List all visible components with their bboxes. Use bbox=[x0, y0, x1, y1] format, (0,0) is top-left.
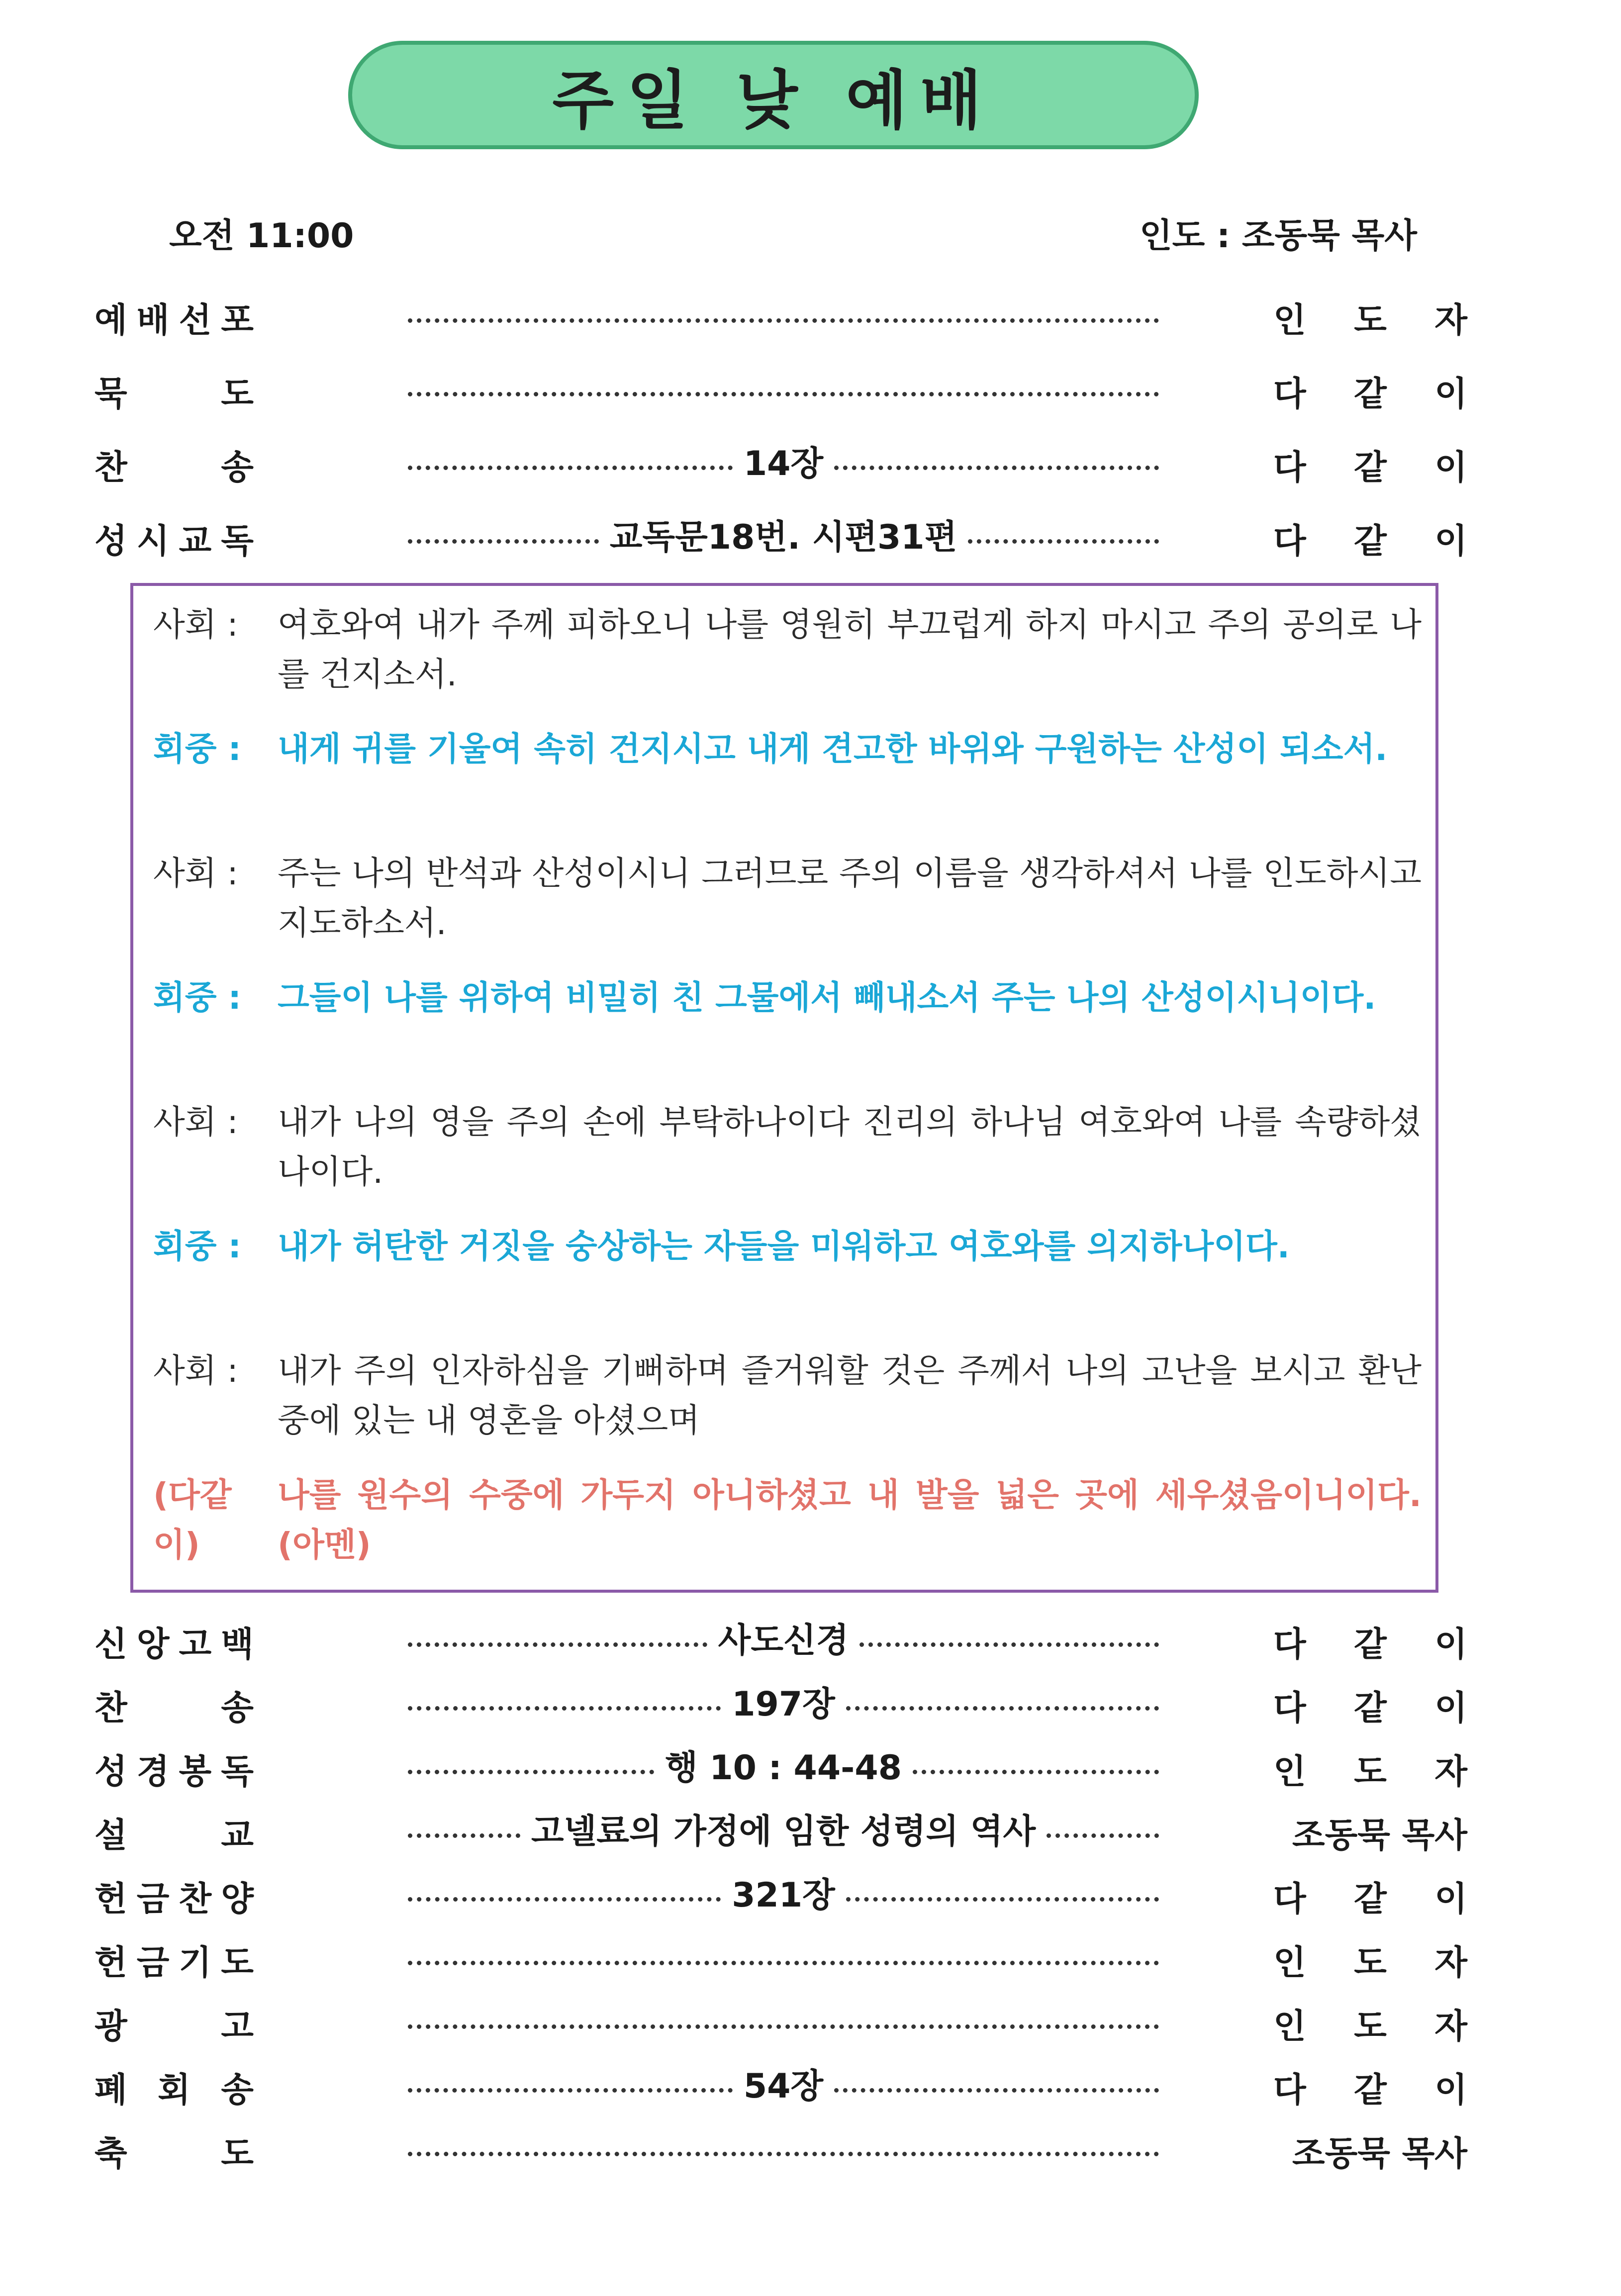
order-label-char: 도 bbox=[221, 2134, 254, 2174]
reading-leader bbox=[153, 849, 1422, 948]
order-participant-char: 도 bbox=[1354, 301, 1387, 340]
order-participant-char: 다 bbox=[1273, 375, 1306, 414]
order-label-char: 도 bbox=[221, 1943, 254, 1983]
order-label bbox=[95, 1872, 254, 1920]
order-participant bbox=[1273, 293, 1467, 342]
order-participant-char: 다 bbox=[1273, 448, 1306, 487]
order-label-char: 금 bbox=[136, 1943, 170, 1983]
order-item: 교독문18번. 시편31편 bbox=[609, 517, 957, 557]
order-label bbox=[95, 1745, 254, 1793]
order-participant-char: 다 bbox=[1273, 1689, 1306, 1728]
order-label-char: 고 bbox=[179, 1625, 212, 1664]
dot-leader bbox=[846, 1897, 1159, 1902]
dot-leader bbox=[408, 2088, 733, 2093]
order-participant-char: 도 bbox=[1354, 2007, 1387, 2046]
order-participant-char: 같 bbox=[1354, 448, 1387, 487]
order-label-char: 성 bbox=[95, 522, 127, 561]
reading-speaker: 회중 : bbox=[153, 1227, 241, 1265]
order-participant-char: 이 bbox=[1434, 448, 1467, 487]
order-label bbox=[95, 1681, 254, 1729]
order-label-char: 독 bbox=[221, 522, 254, 561]
order-label-char: 독 bbox=[221, 1752, 254, 1792]
reading-text: 그들이 나를 위하여 비밀히 친 그물에서 빼내소서 주는 나의 산성이시니이다. bbox=[278, 978, 1376, 1017]
order-participant-char: 인 bbox=[1273, 1752, 1306, 1792]
order-label-char: 배 bbox=[136, 301, 170, 340]
reading-speaker: 사회 : bbox=[153, 854, 238, 892]
order-item: 197장 bbox=[732, 1684, 835, 1724]
order-label bbox=[95, 441, 254, 489]
order-label-char: 봉 bbox=[179, 1752, 212, 1792]
reading-congregation bbox=[153, 973, 1422, 1023]
order-participant-char: 조동묵 목사 bbox=[1292, 2134, 1467, 2174]
reading-text: 나를 원수의 수중에 가두지 아니하셨고 내 발을 넓은 곳에 세우셨음이니이다. (아멘) bbox=[278, 1476, 1422, 1564]
order-item: 사도신경 bbox=[718, 1621, 849, 1660]
dot-leader bbox=[408, 1897, 721, 1902]
order-label-char: 묵 bbox=[95, 375, 127, 414]
order-label-char: 선 bbox=[179, 301, 212, 340]
order-leader-line bbox=[403, 1745, 1164, 1788]
order-participant-char: 자 bbox=[1434, 2007, 1467, 2046]
order-participant bbox=[1273, 1936, 1467, 1984]
reading-speaker: (다같이) bbox=[153, 1476, 232, 1564]
order-item: 행 10 : 44-48 bbox=[665, 1748, 902, 1788]
reading-leader bbox=[153, 1097, 1422, 1197]
order-label-char: 성 bbox=[95, 1752, 127, 1792]
reading-text: 내가 주의 인자하심을 기뻐하며 즐거워할 것은 주께서 나의 고난을 보시고 환난 중에 있는 내 영혼을 아셨으며 bbox=[278, 1351, 1422, 1439]
order-row bbox=[0, 1681, 1621, 1736]
order-row bbox=[0, 1745, 1621, 1800]
order-item: 고넬료의 가정에 임한 성령의 역사 bbox=[531, 1812, 1036, 1851]
order-item: 14장 bbox=[743, 444, 824, 483]
order-participant bbox=[1273, 1618, 1467, 1666]
order-label bbox=[95, 2000, 254, 2048]
order-participant-char: 이 bbox=[1434, 375, 1467, 414]
dot-leader bbox=[408, 539, 599, 544]
reading-speaker: 회중 : bbox=[153, 730, 241, 768]
order-row bbox=[0, 2000, 1621, 2054]
order-row bbox=[0, 1618, 1621, 1672]
order-label-char: 시 bbox=[136, 522, 170, 561]
order-participant-char: 도 bbox=[1354, 1752, 1387, 1792]
order-label-char: 폐 bbox=[95, 2071, 127, 2110]
order-participant bbox=[1273, 367, 1467, 415]
order-participant-char: 인 bbox=[1273, 301, 1306, 340]
order-label bbox=[95, 1809, 254, 1857]
order-participant bbox=[1273, 514, 1467, 563]
order-participant-char: 이 bbox=[1434, 1689, 1467, 1728]
order-label-char: 회 bbox=[158, 2071, 191, 2110]
order-leader-line bbox=[403, 1936, 1164, 1976]
responsive-reading-box bbox=[130, 583, 1438, 1593]
order-participant-char: 같 bbox=[1354, 375, 1387, 414]
order-leader-line bbox=[403, 2127, 1164, 2167]
dot-leader bbox=[859, 1642, 1159, 1647]
order-row bbox=[0, 2063, 1621, 2118]
dot-leader bbox=[408, 1833, 520, 1838]
order-label-char: 앙 bbox=[136, 1625, 170, 1664]
order-participant-char: 이 bbox=[1434, 1625, 1467, 1664]
order-participant-char: 인 bbox=[1273, 1943, 1306, 1983]
reading-speaker: 사회 : bbox=[153, 605, 238, 644]
order-row bbox=[0, 293, 1621, 348]
order-item: 321장 bbox=[732, 1875, 835, 1915]
order-label-char: 신 bbox=[95, 1625, 127, 1664]
order-row bbox=[0, 1809, 1621, 1863]
order-leader-line bbox=[403, 514, 1164, 557]
order-leader-line bbox=[403, 293, 1164, 333]
order-row bbox=[0, 367, 1621, 422]
order-label bbox=[95, 367, 254, 415]
order-label-char: 양 bbox=[221, 1880, 254, 1919]
reading-text: 내가 나의 영을 주의 손에 부탁하나이다 진리의 하나님 여호와여 나를 속량하셨나이다. bbox=[278, 1103, 1422, 1191]
dot-leader bbox=[408, 392, 1159, 396]
order-row bbox=[0, 514, 1621, 569]
order-label-char: 포 bbox=[221, 301, 254, 340]
order-participant bbox=[1273, 2127, 1467, 2175]
order-leader-line bbox=[403, 1872, 1164, 1915]
reading-leader bbox=[153, 1346, 1422, 1445]
order-participant-char: 다 bbox=[1273, 2071, 1306, 2110]
order-label-char: 금 bbox=[136, 1880, 170, 1919]
order-participant bbox=[1273, 1872, 1467, 1920]
dot-leader bbox=[408, 1961, 1159, 1965]
order-label-char: 축 bbox=[95, 2134, 127, 2174]
order-participant bbox=[1273, 2063, 1467, 2111]
dot-leader bbox=[408, 466, 733, 470]
order-label-char: 헌 bbox=[95, 1880, 127, 1919]
order-label-char: 설 bbox=[95, 1816, 127, 1855]
order-label bbox=[95, 514, 254, 563]
order-participant-char: 이 bbox=[1434, 522, 1467, 561]
order-label-char: 예 bbox=[95, 301, 127, 340]
order-participant bbox=[1273, 1809, 1467, 1857]
order-label-char: 찬 bbox=[95, 448, 127, 487]
order-label-char: 백 bbox=[221, 1625, 254, 1664]
order-label bbox=[95, 293, 254, 342]
order-leader-line bbox=[403, 1681, 1164, 1724]
order-participant-char: 같 bbox=[1354, 1689, 1387, 1728]
reading-speaker: 사회 : bbox=[153, 1351, 238, 1390]
order-participant-char: 인 bbox=[1273, 2007, 1306, 2046]
order-participant-char: 다 bbox=[1273, 1625, 1306, 1664]
service-time: 오전 11:00 bbox=[169, 216, 354, 256]
order-label-char: 헌 bbox=[95, 1943, 127, 1983]
order-leader-line bbox=[403, 441, 1164, 483]
order-label-char: 교 bbox=[221, 1816, 254, 1855]
reading-text: 주는 나의 반석과 산성이시니 그러므로 주의 이름을 생각하셔서 나를 인도하시고 지도하소서. bbox=[278, 854, 1422, 942]
order-participant bbox=[1273, 1745, 1467, 1793]
order-leader-line bbox=[403, 1618, 1164, 1660]
order-label-char: 찬 bbox=[95, 1689, 127, 1728]
reading-speaker: 회중 : bbox=[153, 978, 241, 1017]
order-label-char: 고 bbox=[221, 2007, 254, 2046]
order-participant-char: 자 bbox=[1434, 1752, 1467, 1792]
order-label-char: 기 bbox=[179, 1943, 212, 1983]
service-title: 주일 낮 예배 bbox=[552, 64, 995, 138]
dot-leader bbox=[913, 1770, 1159, 1774]
order-participant bbox=[1273, 441, 1467, 489]
order-participant-char: 같 bbox=[1354, 1880, 1387, 1919]
order-label bbox=[95, 2127, 254, 2175]
reading-text: 내가 허탄한 거짓을 숭상하는 자들을 미워하고 여호와를 의지하나이다. bbox=[278, 1227, 1290, 1265]
order-label-char: 교 bbox=[179, 522, 212, 561]
order-participant-char: 이 bbox=[1434, 1880, 1467, 1919]
dot-leader bbox=[408, 2024, 1159, 2029]
order-participant-char: 도 bbox=[1354, 1943, 1387, 1983]
order-participant-char: 자 bbox=[1434, 1943, 1467, 1983]
order-leader-line bbox=[403, 2063, 1164, 2106]
reading-leader bbox=[153, 600, 1422, 699]
order-item: 54장 bbox=[743, 2066, 824, 2106]
reading-all bbox=[153, 1470, 1422, 1570]
reading-congregation bbox=[153, 1222, 1422, 1271]
order-label-char: 송 bbox=[221, 2071, 254, 2110]
order-label bbox=[95, 1936, 254, 1984]
order-participant-char: 다 bbox=[1273, 1880, 1306, 1919]
order-participant-char: 다 bbox=[1273, 522, 1306, 561]
order-participant-char: 같 bbox=[1354, 2071, 1387, 2110]
dot-leader bbox=[846, 1706, 1159, 1711]
order-participant bbox=[1273, 1681, 1467, 1729]
order-leader-line bbox=[403, 1809, 1164, 1851]
order-leader-line bbox=[403, 367, 1164, 407]
order-participant-char: 자 bbox=[1434, 301, 1467, 340]
reading-text: 내게 귀를 기울여 속히 건지시고 내게 견고한 바위와 구원하는 산성이 되소서. bbox=[278, 730, 1388, 768]
order-row bbox=[0, 441, 1621, 495]
dot-leader bbox=[834, 2088, 1159, 2093]
order-participant-char: 같 bbox=[1354, 1625, 1387, 1664]
order-label-char: 도 bbox=[221, 375, 254, 414]
order-row bbox=[0, 1872, 1621, 1927]
order-row bbox=[0, 2127, 1621, 2182]
order-label bbox=[95, 1618, 254, 1666]
reading-congregation bbox=[153, 724, 1422, 774]
dot-leader bbox=[408, 318, 1159, 323]
order-label-char: 송 bbox=[221, 1689, 254, 1728]
order-label bbox=[95, 2063, 254, 2111]
order-label-char: 찬 bbox=[179, 1880, 212, 1919]
dot-leader bbox=[1047, 1833, 1159, 1838]
dot-leader bbox=[968, 539, 1159, 544]
dot-leader bbox=[408, 2152, 1159, 2156]
order-participant bbox=[1273, 2000, 1467, 2048]
dot-leader bbox=[834, 466, 1159, 470]
dot-leader bbox=[408, 1770, 654, 1774]
order-participant-char: 이 bbox=[1434, 2071, 1467, 2110]
order-leader-line bbox=[403, 2000, 1164, 2039]
order-label-char: 경 bbox=[136, 1752, 170, 1792]
reading-speaker: 사회 : bbox=[153, 1103, 238, 1141]
order-row bbox=[0, 1936, 1621, 1991]
dot-leader bbox=[408, 1706, 721, 1711]
order-participant-char: 같 bbox=[1354, 522, 1387, 561]
order-label-char: 송 bbox=[221, 448, 254, 487]
reading-text: 여호와여 내가 주께 피하오니 나를 영원히 부끄럽게 하지 마시고 주의 공의로 나를 건지소서. bbox=[278, 605, 1422, 693]
title-banner bbox=[348, 41, 1199, 149]
order-participant-char: 조동묵 목사 bbox=[1292, 1816, 1467, 1855]
presider: 인도 : 조동묵 목사 bbox=[1139, 216, 1417, 256]
order-label-char: 광 bbox=[95, 2007, 127, 2046]
dot-leader bbox=[408, 1642, 707, 1647]
